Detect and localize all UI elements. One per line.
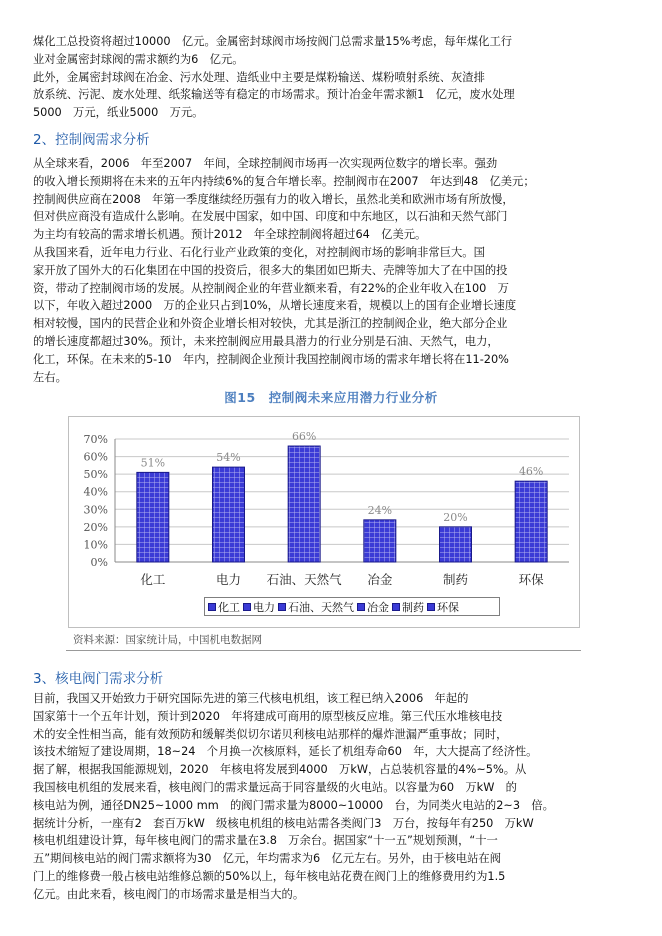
- text-line: 核电机组建设计算，每年核电阀门的需求量在3.8 万余台。据国家“十一五”规划预测，“十一: [33, 834, 498, 848]
- y-tick-label: 10%: [83, 538, 108, 552]
- text-line: 相对较慢，国内的民营企业和外资企业增长相对较快，尤其是浙江的控制阀企业，绝大部分企业: [33, 317, 508, 331]
- legend-item: [278, 599, 354, 615]
- text-line: 控制阀供应商在2008 年第一季度继续经历强有力的收入增长，虽然北美和欧洲市场有所放慢，: [33, 192, 514, 206]
- text-line: 以下，年收入超过2000 万的企业只占到10%，从增长速度来看，规模以上的国有企业增长速度: [33, 299, 517, 313]
- y-tick-label: 0%: [90, 556, 108, 569]
- legend-swatch: [427, 603, 435, 611]
- y-tick-label: 40%: [83, 485, 108, 499]
- text-line: 化工，环保。在未来的5-10 年内，控制阀企业预计我国控制阀市场的需求年增长将在11-20%: [33, 352, 509, 366]
- data-label: 54%: [216, 451, 241, 465]
- legend-item: [243, 599, 275, 615]
- text-line: 为主均有较高的需求增长机遇。预计2012 年全球控制阀将超过64 亿美元。: [33, 228, 427, 242]
- data-label: 66%: [291, 430, 317, 444]
- legend-swatch: [278, 603, 286, 611]
- text-line: 五”期间核电站的阀门需求额将为30 亿元，年均需求为6 亿元左右。另外，由于核电站在阀: [33, 852, 501, 866]
- x-tick-label: 化工: [140, 572, 166, 587]
- y-tick-label: 60%: [83, 450, 108, 464]
- section-2-paragraph: [33, 155, 633, 386]
- legend-swatch: [208, 603, 216, 611]
- text-line: 但对供应商没有造成什么影响。在发展中国家，如中国、印度和中东地区，以石油和天然气部门: [33, 210, 508, 224]
- text-line: 从我国来看，近年电力行业、石化行业产业政策的变化，对控制阀市场的影响非常巨大。国: [33, 245, 485, 259]
- text-line: 业对金属密封球阀的需求额约为6 亿元。: [33, 52, 244, 66]
- text-line: 术的安全性相当高，能有效预防和缓解类似切尔诺贝利核电站那样的爆炸泄漏严重事故；同时，: [33, 727, 508, 741]
- legend-item: [357, 599, 389, 615]
- text-line: 国家第十一个五年计划，预计到2020 年将建成可商用的原型核反应堆。第三代压水堆核电技: [33, 709, 503, 723]
- legend-label: 电力: [253, 600, 275, 614]
- text-line: 据统计分析，一座有2 套百万kW 级核电机组的核电站需各类阀门3 万台，按每年有250 万kW: [33, 816, 534, 830]
- legend-swatch: [357, 603, 365, 611]
- figure-title: 图15 控制阀未来应用潜力行业分析: [224, 390, 438, 405]
- data-label: 46%: [518, 465, 544, 479]
- text-line: 左右。: [33, 370, 67, 384]
- text-line: 家开放了国外大的石化集团在中国的投资后，很多大的集团如巴斯夫、壳牌等加大了在中国的投: [33, 263, 508, 277]
- data-label: 51%: [140, 456, 166, 470]
- bar: [137, 472, 169, 562]
- x-tick-label: 石油、天然气: [266, 572, 342, 587]
- text-line: 据了解，根据我国能源规划，2020 年核电将发展到4000 万kW，占总装机容量的4%~5%。从: [33, 763, 527, 777]
- section-3-heading: 3、核电阀门需求分析: [33, 671, 164, 687]
- x-tick-label: 环保: [518, 572, 544, 587]
- text-line: 亿元。由此来看，核电阀门的市场需求量是相当大的。: [33, 887, 305, 901]
- text-line: 从全球来看，2006 年至2007 年间，全球控制阀市场再一次实现两位数字的增长率。强劲: [33, 157, 498, 170]
- legend-item: [208, 599, 240, 615]
- text-line: 放系统、污泥、废水处理、纸浆输送等有稳定的市场需求。预计冶金年需求额1 亿元，废水处理: [33, 88, 515, 102]
- bar: [288, 446, 320, 562]
- text-line: 的增长速度都超过30%。预计，未来控制阀应用最具潜力的行业分别是石油、天然气，电力，: [33, 334, 499, 348]
- text-line: 该技术缩短了建设周期，18~24 个月换一次核原料，延长了机组寿命60 年，大大提高了经济性。: [33, 745, 538, 759]
- y-tick-label: 50%: [83, 468, 108, 482]
- legend-label: 环保: [437, 600, 459, 614]
- y-tick-label: 70%: [83, 433, 108, 446]
- text-line: 资，带动了控制阀市场的发展。从控制阀企业的年营业额来看，有22%的企业年收入在100 万: [33, 281, 509, 295]
- text-line: 核电站为例，通径DN25~1000 mm 的阀门需求量为8000~10000 台，为同类火电站的2~3 倍。: [33, 798, 554, 812]
- legend-label: 石油、天然气: [288, 600, 354, 614]
- text-line: 我国核电机组的发展来看，核电阀门的需求量远高于同容量级的火电站。以容量为60 万kW 的: [33, 780, 517, 794]
- bar: [515, 481, 547, 562]
- legend-swatch: [392, 603, 400, 611]
- legend-label: 冶金: [367, 600, 389, 614]
- legend-item: [427, 599, 459, 615]
- text-line: 此外，金属密封球阀在冶金、污水处理、造纸业中主要是煤粉输送、煤粉喷射系统、灰渣排: [33, 70, 485, 84]
- text-line: 目前，我国又开始致力于研究国际先进的第三代核电机组，该工程已纳入2006 年起的: [33, 692, 469, 705]
- bar: [213, 467, 245, 562]
- legend-label: 制药: [402, 600, 424, 614]
- legend-swatch: [243, 603, 251, 611]
- section-2-heading: 2、控制阀需求分析: [33, 132, 150, 148]
- data-label: 24%: [367, 503, 393, 517]
- chart-legend: [204, 597, 500, 616]
- legend-label: 化工: [218, 600, 240, 614]
- data-label: 20%: [443, 510, 468, 524]
- figure-source: 资料来源：国家统计局，中国机电数据网: [73, 634, 262, 646]
- text-line: 的收入增长预期将在未来的五年内持续6%的复合年增长率。控制阀市在2007 年达到48 亿美元；: [33, 174, 535, 188]
- intro-paragraph: [33, 33, 633, 122]
- x-tick-label: 制药: [442, 572, 469, 587]
- y-tick-label: 30%: [83, 503, 108, 517]
- section-3-paragraph: [33, 690, 633, 904]
- text-line: 门上的维修费一般占核电站维修总额的50%以上，每年核电站花费在阀门上的维修费用约为1.5: [33, 869, 506, 883]
- source-divider: [66, 650, 581, 651]
- bar: [364, 520, 396, 562]
- text-line: 5000 万元，纸业5000 万元。: [33, 106, 204, 120]
- text-line: 煤化工总投资将超过10000 亿元。金属密封球阀市场按阀门总需求量15%考虑，每年煤化工行: [33, 35, 513, 48]
- x-tick-label: 冶金: [367, 572, 393, 587]
- y-tick-label: 20%: [83, 520, 108, 534]
- bar-chart: [69, 417, 579, 627]
- legend-item: [392, 599, 424, 615]
- bar: [440, 527, 472, 562]
- x-tick-label: 电力: [215, 572, 242, 587]
